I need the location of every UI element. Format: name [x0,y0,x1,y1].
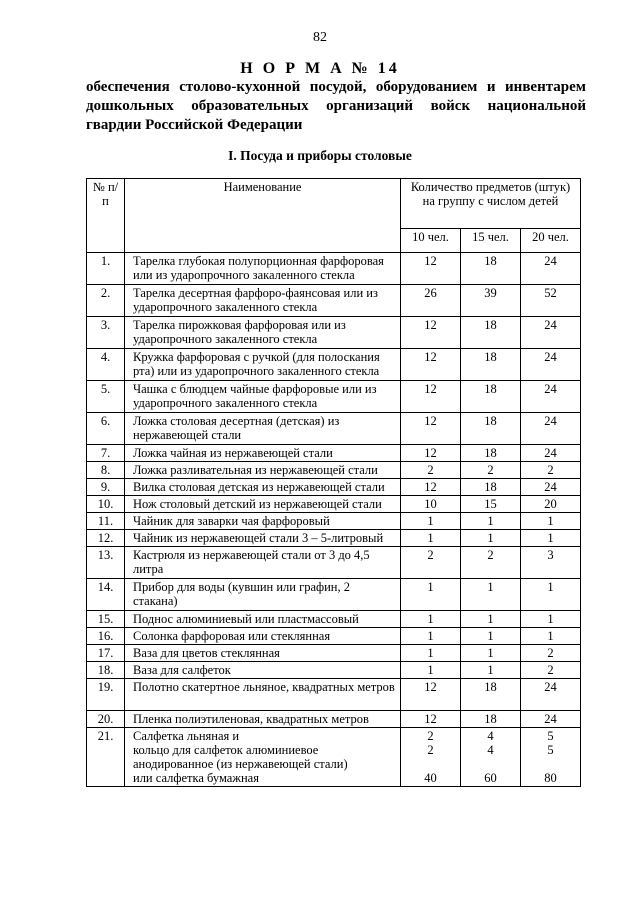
qty-15: 15 [461,496,521,513]
qty-line: 4 [487,743,494,757]
item-name: Полотно скатертное льняное, квадратных метров [125,679,401,711]
qty-10: 1 [401,579,461,611]
qty-15: 18 [461,479,521,496]
item-name: Вилка столовая детская из нержавеющей стали [125,479,401,496]
qty-line: 4 [487,729,494,743]
qty-20: 24 [521,413,581,445]
table-row [87,479,581,496]
qty-15: 18 [461,711,521,728]
row-number: 8. [87,462,125,479]
table-row [87,317,581,349]
item-name: Пленка полиэтиленовая, квадратных метров [125,711,401,728]
qty-20: 24 [521,479,581,496]
qty-10: 1 [401,645,461,662]
qty-line: 40 [424,771,437,785]
qty-15: 2 [461,547,521,579]
item-name: Кружка фарфоровая с ручкой (для полоскания рта) или из ударопрочного закаленного стекла [125,349,401,381]
qty-15: 18 [461,413,521,445]
header-name: Наименование [125,179,401,253]
row-number: 18. [87,662,125,679]
row-number: 11. [87,513,125,530]
qty-20: 24 [521,381,581,413]
document-subtitle: обеспечения столово-кухонной посудой, оборудованием и инвентарем дошкольных образовательных организаций войск национальной гвардии Российской Федерации [86,79,586,133]
qty-20: 2 [521,645,581,662]
qty-20: 24 [521,711,581,728]
table-row [87,611,581,628]
item-name-line: Салфетка льняная и [133,729,240,743]
qty-line: 2 [427,743,434,757]
row-number: 15. [87,611,125,628]
qty-10: 12 [401,349,461,381]
row-number: 16. [87,628,125,645]
qty-15: 18 [461,253,521,285]
header-15: 15 чел. [461,229,521,253]
table-row [87,662,581,679]
qty-15 [461,728,521,787]
qty-15: 18 [461,381,521,413]
qty-20: 24 [521,349,581,381]
qty-10: 2 [401,547,461,579]
table-row [87,462,581,479]
item-name-line: анодированное (из нержавеющей стали) [133,757,348,771]
row-number: 7. [87,445,125,462]
qty-15: 18 [461,679,521,711]
item-name: Чашка с блюдцем чайные фарфоровые или из ударопрочного закаленного стекла [125,381,401,413]
qty-10 [401,728,461,787]
table-row [87,285,581,317]
qty-20 [521,728,581,787]
qty-15: 1 [461,611,521,628]
row-number: 12. [87,530,125,547]
qty-15: 39 [461,285,521,317]
qty-20: 24 [521,253,581,285]
qty-10: 12 [401,381,461,413]
qty-10: 26 [401,285,461,317]
item-name [125,728,401,787]
table-row [87,513,581,530]
item-name-line: кольцо для салфеток алюминиевое [133,743,319,757]
row-number: 2. [87,285,125,317]
qty-20: 24 [521,679,581,711]
qty-10: 1 [401,530,461,547]
header-num: № п/п [87,179,125,253]
qty-20: 2 [521,462,581,479]
table-row [87,645,581,662]
qty-line: 60 [484,771,497,785]
table-row [87,413,581,445]
row-number: 20. [87,711,125,728]
qty-line: 5 [547,729,554,743]
qty-10: 1 [401,662,461,679]
qty-line [404,757,457,771]
qty-10: 12 [401,445,461,462]
qty-10: 2 [401,462,461,479]
qty-15: 1 [461,628,521,645]
row-number: 3. [87,317,125,349]
table-row [87,679,581,711]
header-20: 20 чел. [521,229,581,253]
qty-15: 1 [461,645,521,662]
qty-10: 12 [401,679,461,711]
qty-15: 18 [461,317,521,349]
row-number: 21. [87,728,125,787]
table-row [87,728,581,787]
table-row [87,628,581,645]
qty-10: 12 [401,317,461,349]
row-number: 14. [87,579,125,611]
table-row [87,381,581,413]
qty-15: 1 [461,579,521,611]
qty-10: 12 [401,413,461,445]
qty-10: 12 [401,253,461,285]
item-name-line: или салфетка бумажная [133,771,259,785]
item-name: Кастрюля из нержавеющей стали от 3 до 4,5 литра [125,547,401,579]
table-row [87,530,581,547]
row-number: 6. [87,413,125,445]
qty-15: 1 [461,513,521,530]
qty-20: 2 [521,662,581,679]
qty-20: 3 [521,547,581,579]
table-row [87,547,581,579]
qty-15: 1 [461,530,521,547]
qty-line: 2 [427,729,434,743]
row-number: 9. [87,479,125,496]
page-number: 82 [313,30,327,45]
row-number: 13. [87,547,125,579]
qty-10: 12 [401,479,461,496]
table-row [87,579,581,611]
qty-15: 2 [461,462,521,479]
item-name: Ваза для цветов стеклянная [125,645,401,662]
table-row [87,496,581,513]
item-name: Ложка чайная из нержавеющей стали [125,445,401,462]
table-row [87,349,581,381]
qty-10: 12 [401,711,461,728]
qty-20: 1 [521,530,581,547]
row-number: 19. [87,679,125,711]
qty-10: 1 [401,611,461,628]
row-number: 17. [87,645,125,662]
table-row [87,711,581,728]
item-name: Тарелка десертная фарфоро-фаянсовая или из ударопрочного закаленного стекла [125,285,401,317]
item-name: Ложка разливательная из нержавеющей стали [125,462,401,479]
header-10: 10 чел. [401,229,461,253]
qty-10: 1 [401,628,461,645]
item-name: Поднос алюминиевый или пластмассовый [125,611,401,628]
item-name: Прибор для воды (кувшин или графин, 2 стакана) [125,579,401,611]
qty-20: 1 [521,513,581,530]
item-name: Тарелка глубокая полупорционная фарфоровая или из ударопрочного закаленного стекла [125,253,401,285]
item-name: Нож столовый детский из нержавеющей стали [125,496,401,513]
item-name: Тарелка пирожковая фарфоровая или из ударопрочного закаленного стекла [125,317,401,349]
qty-20: 1 [521,579,581,611]
qty-20: 24 [521,317,581,349]
qty-15: 18 [461,445,521,462]
qty-20: 1 [521,611,581,628]
header-qty: Количество предметов (штук) на группу с числом детей [401,179,581,229]
document-title: Н О Р М А № 14 [240,60,400,77]
qty-line: 80 [544,771,557,785]
qty-15: 18 [461,349,521,381]
item-name: Чайник из нержавеющей стали 3 – 5-литровый [125,530,401,547]
row-number: 5. [87,381,125,413]
qty-20: 24 [521,445,581,462]
section-title: I. Посуда и приборы столовые [228,148,412,163]
item-name: Чайник для заварки чая фарфоровый [125,513,401,530]
row-number: 1. [87,253,125,285]
table-row [87,445,581,462]
row-number: 10. [87,496,125,513]
qty-10: 10 [401,496,461,513]
norms-table [86,178,581,787]
item-name: Ваза для салфеток [125,662,401,679]
qty-line [464,757,517,771]
qty-10: 1 [401,513,461,530]
qty-line: 5 [547,743,554,757]
table-row [87,253,581,285]
item-name: Ложка столовая десертная (детская) из нержавеющей стали [125,413,401,445]
qty-20: 20 [521,496,581,513]
qty-20: 52 [521,285,581,317]
qty-15: 1 [461,662,521,679]
row-number: 4. [87,349,125,381]
qty-line [524,757,577,771]
qty-20: 1 [521,628,581,645]
item-name: Солонка фарфоровая или стеклянная [125,628,401,645]
